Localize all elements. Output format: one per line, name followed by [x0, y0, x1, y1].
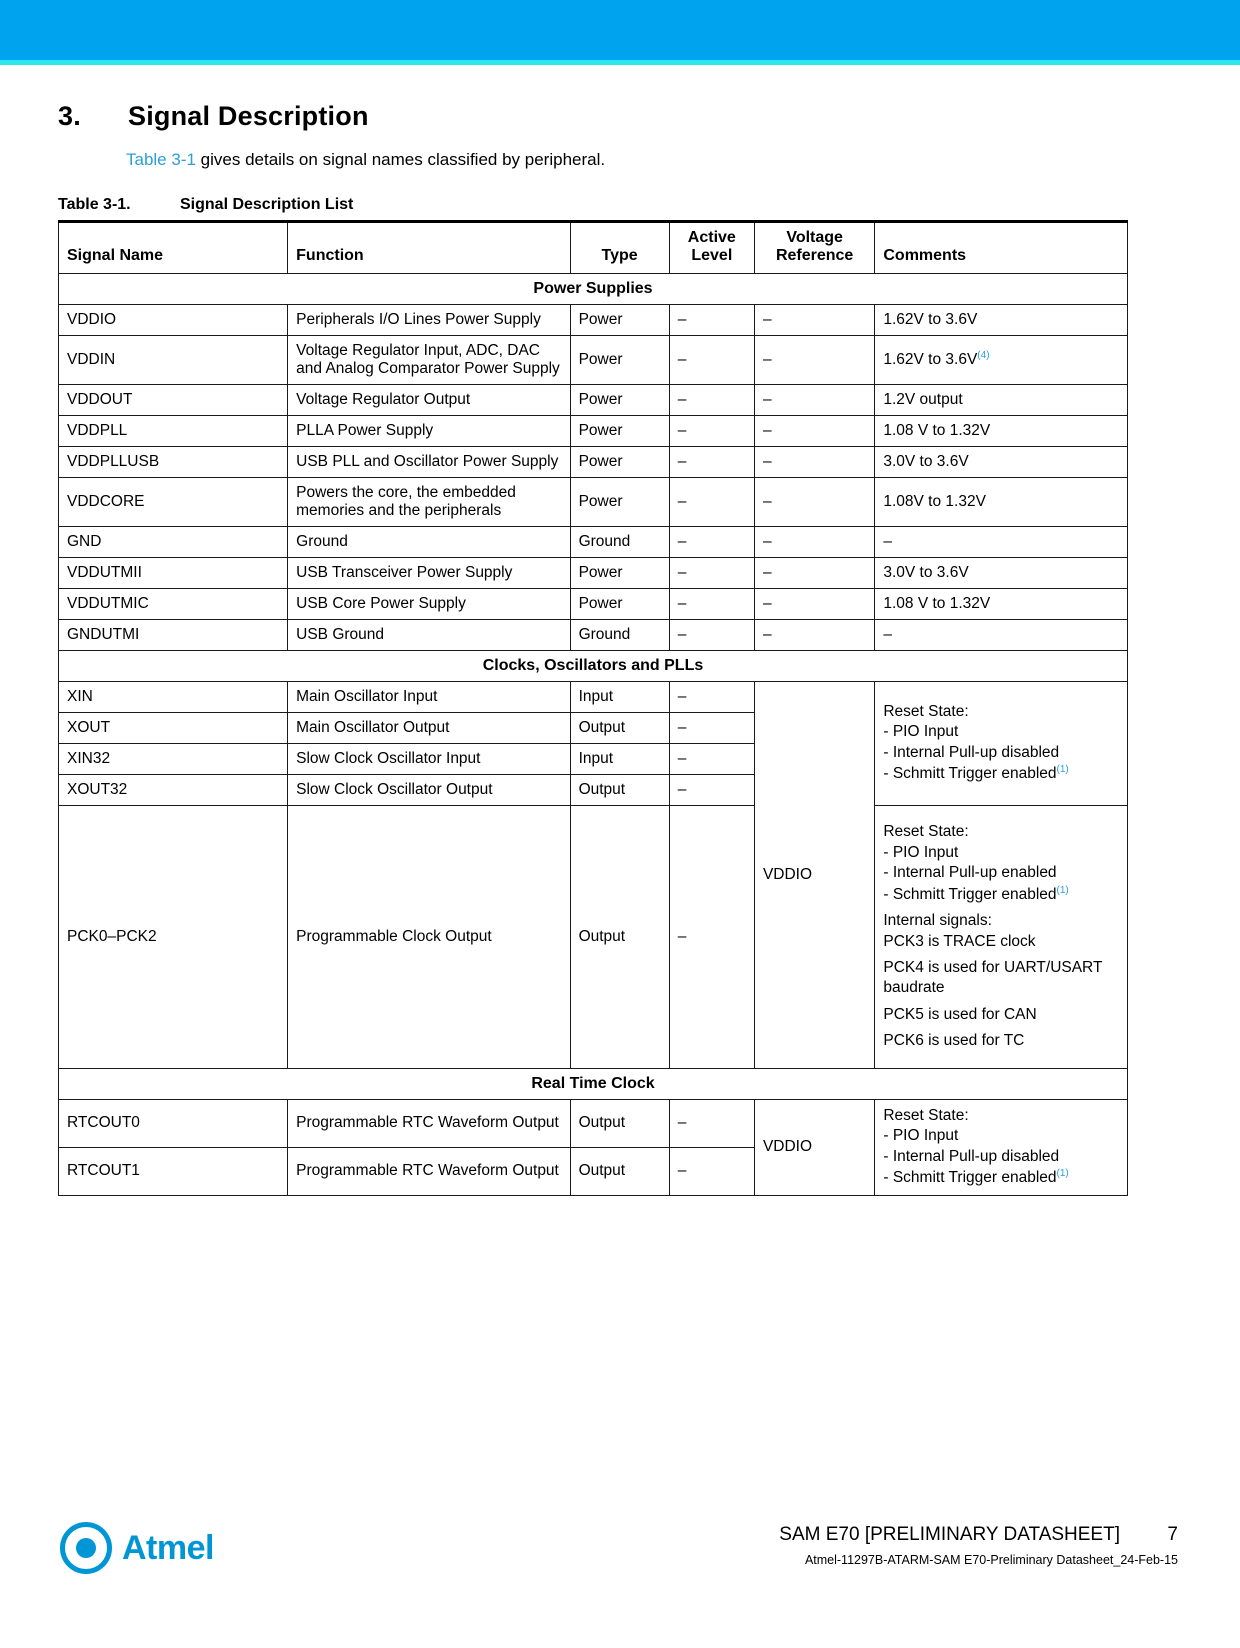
comment-line: Reset State: — [883, 703, 969, 721]
cell-active-level: – — [669, 713, 754, 744]
cell-signal-name: XOUT32 — [59, 775, 288, 806]
group-row-rtc — [59, 1069, 1128, 1100]
th-voltage-reference — [754, 222, 874, 274]
cell-function: PLLA Power Supply — [288, 416, 570, 447]
intro-paragraph — [0, 150, 1240, 170]
cell-comments: 1.08V to 1.32V — [875, 478, 1128, 527]
cell-voltage-reference: VDDIO — [754, 682, 874, 1069]
comment-line: Reset State: — [883, 823, 969, 841]
table-row — [59, 558, 1128, 589]
comment-line: PCK5 is used for CAN — [883, 1005, 1037, 1023]
cell-type: Power — [570, 416, 669, 447]
table-row-pck — [59, 806, 1128, 1069]
comment-line — [883, 884, 1119, 906]
cell-function: Ground — [288, 527, 570, 558]
cell-active-level: – — [669, 744, 754, 775]
cell-type: Output — [570, 775, 669, 806]
footnote-marker[interactable]: (1) — [1056, 1168, 1069, 1180]
cell-voltage-reference: – — [754, 589, 874, 620]
cell-signal-name: PCK0–PCK2 — [59, 806, 288, 1069]
signal-description-table — [58, 220, 1128, 1196]
cell-active-level: – — [669, 527, 754, 558]
cell-function: Programmable RTC Waveform Output — [288, 1100, 570, 1148]
comment-line: PCK3 is TRACE clock — [883, 932, 1036, 950]
th-active-level — [669, 222, 754, 274]
section-title: Signal Description — [128, 101, 369, 131]
cell-active-level: – — [669, 447, 754, 478]
cell-signal-name: RTCOUT1 — [59, 1147, 288, 1195]
cell-voltage-reference: – — [754, 558, 874, 589]
cell-signal-name: VDDUTMIC — [59, 589, 288, 620]
cell-active-level: – — [669, 336, 754, 385]
th-type: Type — [570, 222, 669, 274]
cell-signal-name: XIN — [59, 682, 288, 713]
th-voltage-reference-line2: Reference — [775, 247, 854, 264]
cell-function: USB Transceiver Power Supply — [288, 558, 570, 589]
comment-line: - Internal Pull-up disabled — [883, 1147, 1060, 1165]
cell-signal-name: GNDUTMI — [59, 620, 288, 651]
cell-comments: 1.62V to 3.6V — [875, 305, 1128, 336]
comment-line: - Internal Pull-up disabled — [883, 743, 1060, 761]
atmel-logo-icon — [60, 1522, 112, 1574]
table-caption — [0, 196, 1240, 214]
cell-signal-name: VDDIO — [59, 305, 288, 336]
cell-type: Output — [570, 1147, 669, 1195]
table-row — [59, 1100, 1128, 1148]
cell-voltage-reference: – — [754, 478, 874, 527]
cell-signal-name: XOUT — [59, 713, 288, 744]
th-signal-name: Signal Name — [59, 222, 288, 274]
table-row — [59, 385, 1128, 416]
page-footer — [0, 1500, 1240, 1648]
footer-title-row — [779, 1524, 1178, 1546]
footnote-marker[interactable]: (4) — [977, 350, 990, 362]
cell-function: Powers the core, the embedded memories and the peripherals — [288, 478, 570, 527]
table-caption-number: Table 3-1. — [58, 196, 131, 213]
cell-voltage-reference: – — [754, 416, 874, 447]
cell-type: Output — [570, 713, 669, 744]
cell-comments: – — [875, 620, 1128, 651]
cell-type: Power — [570, 305, 669, 336]
group-row-power-supplies — [59, 274, 1128, 305]
th-active-level-line1: Active — [687, 229, 736, 246]
group-label-rtc: Real Time Clock — [59, 1069, 1128, 1100]
cell-function: Slow Clock Oscillator Output — [288, 775, 570, 806]
table-row — [59, 478, 1128, 527]
cell-comments: – — [875, 527, 1128, 558]
table-cross-reference-link[interactable]: Table 3-1 — [126, 150, 196, 169]
cell-active-level: – — [669, 558, 754, 589]
cell-comments: 3.0V to 3.6V — [875, 558, 1128, 589]
footer-right — [779, 1524, 1178, 1567]
cell-type: Power — [570, 336, 669, 385]
cell-function: Programmable RTC Waveform Output — [288, 1147, 570, 1195]
section-number: 3. — [58, 101, 81, 131]
cell-voltage-reference: – — [754, 385, 874, 416]
table-row — [59, 589, 1128, 620]
comment-line: PCK4 is used for UART/USART baudrate — [883, 959, 1103, 997]
cell-active-level: – — [669, 589, 754, 620]
page-number: 7 — [1167, 1524, 1178, 1545]
cell-comments: 1.08 V to 1.32V — [875, 416, 1128, 447]
cell-function: USB Core Power Supply — [288, 589, 570, 620]
cell-function: Slow Clock Oscillator Input — [288, 744, 570, 775]
cell-signal-name: VDDPLL — [59, 416, 288, 447]
th-voltage-reference-line1: Voltage — [786, 229, 843, 246]
cell-comments — [875, 682, 1128, 806]
page-title — [0, 101, 1240, 132]
table-row — [59, 527, 1128, 558]
cell-signal-name: RTCOUT0 — [59, 1100, 288, 1148]
cell-comments: 1.2V output — [875, 385, 1128, 416]
cell-active-level: – — [669, 806, 754, 1069]
cell-active-level: – — [669, 682, 754, 713]
cell-function: Voltage Regulator Output — [288, 385, 570, 416]
cell-voltage-reference: – — [754, 336, 874, 385]
comment-line: - PIO Input — [883, 723, 959, 741]
cell-type: Ground — [570, 527, 669, 558]
cell-function: Peripherals I/O Lines Power Supply — [288, 305, 570, 336]
header-band — [0, 0, 1240, 60]
comment-line — [883, 763, 1119, 785]
cell-function: USB PLL and Oscillator Power Supply — [288, 447, 570, 478]
cell-active-level: – — [669, 1100, 754, 1148]
cell-voltage-reference: – — [754, 527, 874, 558]
group-label-power-supplies: Power Supplies — [59, 274, 1128, 305]
table-row — [59, 336, 1128, 385]
cell-type: Power — [570, 478, 669, 527]
table-row — [59, 416, 1128, 447]
cell-function: Programmable Clock Output — [288, 806, 570, 1069]
cell-voltage-reference: – — [754, 305, 874, 336]
comment-line-text: - Schmitt Trigger enabled — [883, 885, 1057, 903]
comment-line: PCK6 is used for TC — [883, 1032, 1025, 1050]
cell-signal-name: VDDIN — [59, 336, 288, 385]
page-body — [0, 65, 1240, 1196]
group-row-clocks — [59, 651, 1128, 682]
cell-active-level: – — [669, 305, 754, 336]
cell-type: Output — [570, 1100, 669, 1148]
cell-signal-name: VDDCORE — [59, 478, 288, 527]
cell-function: Voltage Regulator Input, ADC, DAC and Analog Comparator Power Supply — [288, 336, 570, 385]
cell-type: Power — [570, 385, 669, 416]
comment-line: - Internal Pull-up enabled — [883, 864, 1057, 882]
table-row — [59, 620, 1128, 651]
cell-active-level: – — [669, 478, 754, 527]
cell-type: Ground — [570, 620, 669, 651]
cell-signal-name: GND — [59, 527, 288, 558]
cell-comments: 3.0V to 3.6V — [875, 447, 1128, 478]
comment-line-text: - Schmitt Trigger enabled — [883, 765, 1057, 783]
cell-active-level: – — [669, 1147, 754, 1195]
table-row — [59, 305, 1128, 336]
cell-voltage-reference: – — [754, 620, 874, 651]
footnote-marker[interactable]: (1) — [1056, 884, 1069, 896]
cell-active-level: – — [669, 775, 754, 806]
cell-voltage-reference: VDDIO — [754, 1100, 874, 1196]
cell-signal-name: VDDPLLUSB — [59, 447, 288, 478]
cell-comments — [875, 806, 1128, 1069]
table-caption-title: Signal Description List — [180, 196, 354, 213]
footer-document-title: SAM E70 [PRELIMINARY DATASHEET] — [779, 1524, 1120, 1545]
cell-active-level: – — [669, 416, 754, 447]
cell-type: Power — [570, 447, 669, 478]
cell-signal-name: VDDOUT — [59, 385, 288, 416]
intro-text: gives details on signal names classified by peripheral. — [195, 150, 606, 169]
th-active-level-line2: Level — [691, 247, 733, 264]
th-comments: Comments — [875, 222, 1128, 274]
cell-function: Main Oscillator Input — [288, 682, 570, 713]
comment-line: Internal signals: — [883, 912, 992, 930]
table-header-row — [59, 222, 1128, 274]
cell-type: Power — [570, 558, 669, 589]
cell-comments — [875, 1100, 1128, 1196]
table-row — [59, 682, 1128, 713]
cell-type: Power — [570, 589, 669, 620]
group-label-clocks: Clocks, Oscillators and PLLs — [59, 651, 1128, 682]
cell-signal-name: XIN32 — [59, 744, 288, 775]
comment-line: Reset State: — [883, 1107, 969, 1124]
table-row — [59, 447, 1128, 478]
cell-comments — [875, 336, 1128, 385]
cell-active-level: – — [669, 385, 754, 416]
footnote-marker[interactable]: (1) — [1056, 764, 1069, 776]
th-function: Function — [288, 222, 570, 274]
cell-comments: 1.08 V to 1.32V — [875, 589, 1128, 620]
atmel-logo — [60, 1522, 214, 1574]
cell-type: Input — [570, 682, 669, 713]
comment-line: - PIO Input — [883, 843, 959, 861]
cell-function: Main Oscillator Output — [288, 713, 570, 744]
cell-active-level: – — [669, 620, 754, 651]
cell-voltage-reference: – — [754, 447, 874, 478]
cell-type: Input — [570, 744, 669, 775]
comment-line-text: - Schmitt Trigger enabled — [883, 1169, 1057, 1187]
comment-line — [883, 1167, 1119, 1189]
atmel-logo-text: Atmel — [122, 1528, 214, 1567]
footer-document-id: Atmel-11297B-ATARM-SAM E70-Preliminary Datasheet_24-Feb-15 — [804, 1553, 1178, 1567]
cell-function: USB Ground — [288, 620, 570, 651]
cell-signal-name: VDDUTMII — [59, 558, 288, 589]
cell-comments-text: 1.62V to 3.6V — [883, 351, 978, 369]
cell-type: Output — [570, 806, 669, 1069]
comment-line: - PIO Input — [883, 1127, 959, 1145]
